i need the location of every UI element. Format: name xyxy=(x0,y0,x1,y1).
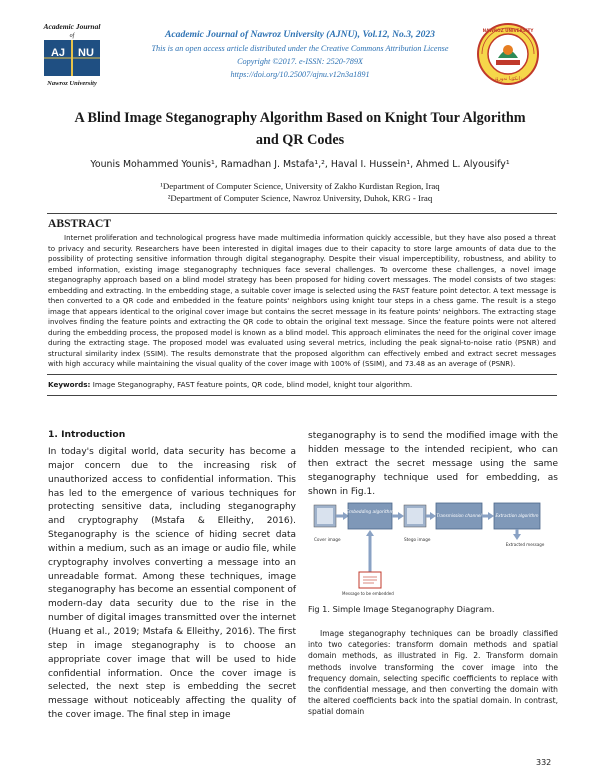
abstract-heading: ABSTRACT xyxy=(48,217,112,230)
figure-caption: Fig 1. Simple Image Steganography Diagram. xyxy=(308,604,495,614)
extraction-label: Extraction algorithm xyxy=(495,513,539,518)
cover-label: Cover image xyxy=(314,537,341,542)
message-label: Message to be embedded xyxy=(342,591,394,596)
journal-header: Academic Journal of Nawroz University (AJNU), Vol.12, No.3, 2023 xyxy=(165,29,435,40)
intro-text: In today's digital world, data security has become a major concern due to the increasing risk of unauthorized access to confidential information. This has led to the emergence of various techniques for protecting sensitive data, including steganography and cryptography (Mstafa & Elleithy, 2016). Steganography is the science of hiding secret data within a medium, such as an image or audio file, while cryptography involves converting a message into an unreadable format. Among these techniques, image steganography has become an essential component of modern-day data security due to the rise in the number of digital images transmitted over the internet (Huang et al., 2019; Mstafa & Elleithy, 2016). The first step in image steganography is to choose an appropriate cover image that will be used to hide confidential information. Once the cover image is selected, the next step is embedding the secret message without noticeably affecting the quality of the cover image. The final step in image xyxy=(48,447,296,721)
channel-label: Transmission channel xyxy=(436,513,482,518)
divider-mid xyxy=(47,374,557,375)
seal-text: NAWROZ UNIVERSITY xyxy=(482,28,534,33)
keywords-label: Keywords: xyxy=(48,380,91,389)
university-seal xyxy=(476,22,540,86)
seal-kurdish: زانكۆیا نەورۆز xyxy=(493,76,523,82)
open-access-notice: This is an open access article distributed under the Creative Commons Attribution License xyxy=(151,44,449,53)
right-column-bottom-text: Image steganography techniques can be broadly classified into two categories: transform domain methods and spatial domain methods, as illustrated in Fig. 2. Transform domain methods involve transforming the cover image into the frequency domain, selecting specific coefficients to replace with the confidential message, and then converting the domain with the altered coefficients back into the spatial domain. In contrast, spatial domain xyxy=(308,629,558,717)
journal-logo xyxy=(40,21,104,87)
title-line-2: and QR Codes xyxy=(255,132,345,148)
extracted-label: Extracted message xyxy=(505,542,545,547)
doi-link[interactable]: https://doi.org/10.25007/ajnu.v12n3a1891 xyxy=(230,70,370,79)
embedding-label: Embedding algorithm xyxy=(346,510,394,515)
logo-line3: Nawroz University xyxy=(47,80,97,87)
divider-top xyxy=(47,213,557,214)
affiliation-2: ²Department of Computer Science, Nawroz University, Duhok, KRG - Iraq xyxy=(167,193,433,203)
paper-title xyxy=(40,107,560,151)
stego-label: Stego image xyxy=(404,537,431,542)
right-column-text: steganography is to send the modified image with the hidden message to the intended recipient, who can then extract the secret message using the same steganography technique used for embedding, as shown in Fig.1. xyxy=(308,431,558,497)
svg-text:Embedding algorithm xyxy=(346,509,394,515)
logo-line1: Academic Journal xyxy=(43,22,101,31)
keywords-text: Image Steganography, FAST feature points, QR code, blind model, knight tour algorithm. xyxy=(92,380,413,389)
logo-nu: NU xyxy=(78,47,94,59)
logo-line2: of xyxy=(69,33,75,39)
divider-bottom xyxy=(47,395,557,396)
abstract-text: Internet proliferation and technological progress have made multimedia information quickly accessible, but they have also posed a threat to privacy and security. Researchers have been interested in digital images due to their capacity to store large amounts of data due to the possibility of protecting sensitive information through digital steganography. Despite their visual imperceptibility, robustness, and ability to embed information, existing image steganography techniques face several challenges. To overcome these challenges, a novel image steganography approach based on a blind model strategy has been proposed for hiding covert messages. The model consists of two stages: embedding and extracting. In the embedding stage, a suitable cover image is selected using the FAST feature point detector. A text message is then converted to a QR code and embedded in the feature points' neighbors using knight tour steps in a chess game. The result is a stego image that appears identical to the original cover image but contains the secret message in its feature points' neighbors. The extracting stage involves finding the feature points and extracting the QR code to obtain the original text message. Since the feature points were not altered during the embedding process, the proposed model is known as a blind model. This approach eliminates the need for the original cover image during the extracting stage. The proposed model was evaluated using several metrics, including the peak signal-to-noise ratio (PSNR) and structural similarity index (SSIM). The results demonstrate that the proposed algorithm can effectively embed and extract secret messages with high accuracy while maintaining the visual quality of the cover image with 100% of (SSIM), and 73.48 as an average of (PSNR). xyxy=(48,233,556,368)
section-heading: 1. Introduction xyxy=(48,429,126,440)
figure-1 xyxy=(312,500,558,597)
authors: Younis Mohammed Younis¹, Ramadhan J. Mstafa¹,², Haval I. Hussein¹, Ahmed L. Alyousify¹ xyxy=(90,159,510,170)
logo-aj: AJ xyxy=(50,47,66,59)
title-line-1: A Blind Image Steganography Algorithm Based on Knight Tour Algorithm xyxy=(74,110,526,126)
copyright-notice: Copyright ©2017. e-ISSN: 2520-789X xyxy=(237,57,363,66)
affiliation-1: ¹Department of Computer Science, University of Zakho Kurdistan Region, Iraq xyxy=(160,181,440,191)
page-number: 332 xyxy=(536,758,552,767)
keywords xyxy=(48,380,556,389)
embedding-block xyxy=(348,503,392,529)
